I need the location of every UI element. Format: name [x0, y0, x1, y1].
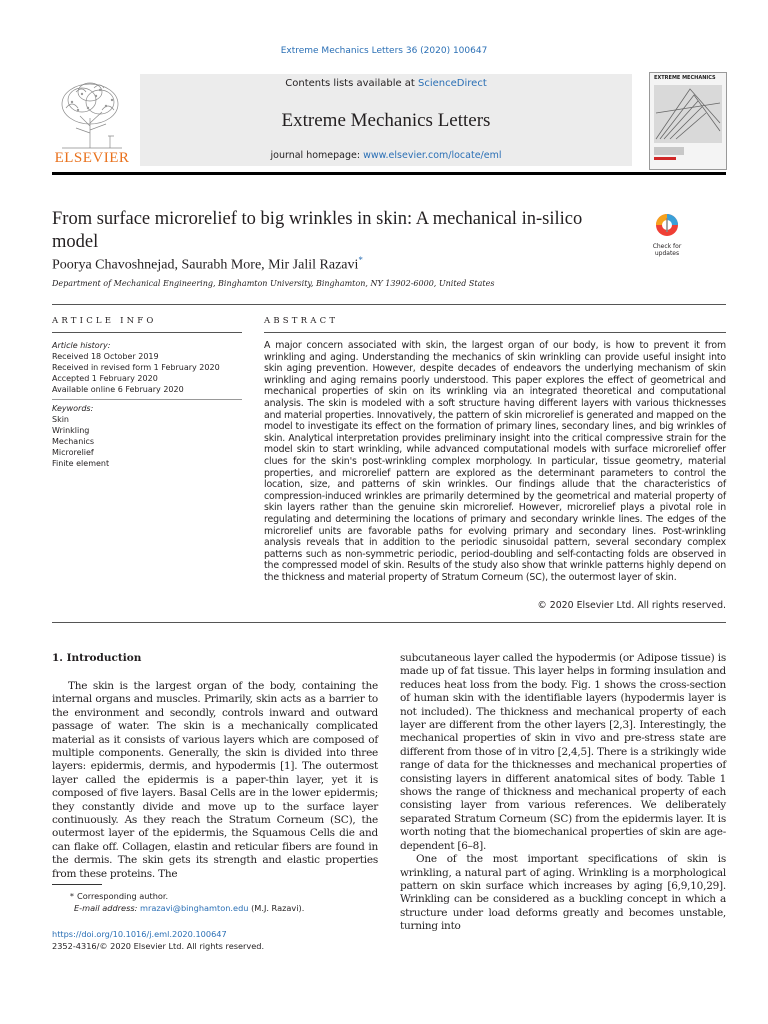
issn-line: 2352-4316/© 2020 Elsevier Ltd. All rights reserved.	[52, 941, 265, 951]
footnote	[52, 890, 304, 914]
history-item: Available online 6 February 2020	[52, 385, 184, 394]
keyword: Wrinkling	[52, 426, 90, 435]
history-item: Accepted 1 February 2020	[52, 374, 158, 383]
history-label: Article history:	[52, 341, 111, 350]
cover-image-icon	[650, 73, 726, 169]
info-divider	[52, 399, 242, 400]
abstract-divider	[52, 622, 726, 623]
elsevier-logo	[52, 78, 132, 168]
title-divider	[52, 304, 726, 305]
abstract-text: A major concern associated with skin, the largest organ of our body, is how to prevent it from wrinkling and aging. Understanding the mechanics of skin wrinkling can provide useful insight into skin aging prevention. However, despite decades of endeavors the underlying mechanism of skin wrinkling and aging remains poorly understood. This paper explores the effect of geometrical and mechanical properties of skin on its wrinkling via an integrated theoretical and computational analysis. The skin is modeled with a soft structure having different layers with various thicknesses and material properties. Innovatively, the pattern of skin microrelief is generated and mapped on the model to investigate its effect on the formation of primary lines, secondary lines, and big wrinkles of skin. Analytical interpretation provides preliminary insight into the critical compressive strain for the model skin to start wrinkling, while advanced computational models with surface microrelief offer clues for the skin's post-wrinkling complex morphology. In particular, tissue geometry, material properties, and microrelief pattern are explored as the determinant parameters to control the location, size, and patterns of skin wrinkles. Our findings allude that the characteristics of compression-induced wrinkles are primarily determined by the geometrical and material property of skin layers rather than the genuine skin microrelief. However, microrelief plays a pivotal role in regulating and determining the locations of primary and secondary wrinkle lines. The edges of the microrelief units are favorable paths for evolving primary and secondary lines. Post-wrinkling analysis reveals that in addition to the periodic sinusoidal pattern, several secondary complex patterns such as non-symmetric periodic, period-doubling and self-contacting folds are observed in the compressed model of skin. Results of the study also show that wrinkle patterns highly depend on the thickness and material property of Stratum Corneum (SC), the outermost layer of skin.	[264, 340, 726, 583]
keyword: Finite element	[52, 459, 110, 468]
journal-banner	[140, 74, 632, 166]
journal-name: Extreme Mechanics Letters	[281, 110, 491, 131]
footnote-rule	[52, 884, 102, 885]
email-label: E-mail address:	[74, 903, 138, 913]
cover-title: EXTREME MECHANICS	[654, 75, 716, 81]
elsevier-wordmark: ELSEVIER	[54, 150, 130, 166]
author-list: Poorya Chavoshnejad, Saurabh More, Mir Jalil Razavi*	[52, 255, 363, 273]
journal-reference[interactable]: Extreme Mechanics Letters 36 (2020) 100647	[280, 46, 488, 56]
crossmark-label: Check for updates	[652, 243, 682, 257]
doi-block	[52, 928, 264, 952]
section-heading-introduction: 1. Introduction	[52, 652, 142, 664]
intro-left-column	[52, 680, 378, 881]
article-title: From surface microrelief to big wrinkles in skin: A mechanical in-silico model	[52, 209, 583, 252]
affiliation: Department of Mechanical Engineering, Binghamton University, Binghamton, NY 13902-6000, United States	[52, 279, 495, 288]
tree-icon	[52, 78, 132, 150]
article-info-heading: ARTICLE INFO	[52, 316, 157, 326]
keywords-label: Keywords:	[52, 404, 94, 413]
intro-paragraph: The skin is the largest organ of the body, containing the internal organs and muscles. Primarily, skin acts as a barrier to the environment and secondly, controls inward and outward passage of water. The skin is a mechanically complicated material as it consists of various layers which are composed of multiple components. Generally, the skin is divided into three layers: epidermis, dermis, and hypodermis [1]. The outermost layer called the epidermis is a paper-thin layer, yet it is composed of five layers. Basal Cells are in the lower epidermis; they constantly divide and move up to the surface layer continuously. As they reach the Stratum Corneum (SC), the outermost layer of the epidermis, the Squamous Cells die and can flake off. Collagen, elastin and reticular fibers are found in the dermis. The skin gets its strength and elastic properties from these proteins. The	[52, 680, 378, 880]
homepage-line: journal homepage: www.elsevier.com/locate/eml	[270, 150, 502, 161]
abstract-heading: ABSTRACT	[264, 316, 339, 326]
keyword: Mechanics	[52, 437, 95, 446]
keyword: Skin	[52, 415, 70, 424]
footnote-mark: *	[69, 891, 74, 901]
email-link[interactable]: mrazavi@binghamton.edu	[140, 903, 249, 913]
history-item: Received 18 October 2019	[52, 352, 159, 361]
intro-right-column	[400, 652, 726, 934]
intro-paragraph: subcutaneous layer called the hypodermis (or Adipose tissue) is made up of fat tissue. This layer helps in forming insulation and reduces heat loss from the body. Fig. 1 shows the cross-section of human skin with the identifiable layers (hypodermis layer is not included). The thickness and mechanical property of each layer are different from the other layers [2,3]. Interestingly, the mechanical properties of skin in vivo and pre-stress state are different from those of in vitro [2,4,5]. There is a strikingly wide range of data for the thicknesses and mechanical properties of consisting layers in different anatomical sites of body. Table 1 shows the range of thickness and mechanical property of each consisting layer from various references. We deliberately separated Stratum Corneum (SC) from the epidermis layer. It is worth noting that the biomechanical properties of skin are age-dependent [6–8].	[400, 652, 726, 852]
keyword: Microrelief	[52, 448, 94, 457]
email-suffix: (M.J. Razavi).	[251, 903, 305, 913]
crossmark-badge[interactable]	[648, 212, 686, 257]
history-item: Received in revised form 1 February 2020	[52, 363, 220, 372]
article-info	[52, 340, 242, 469]
contents-line: Contents lists available at ScienceDirect	[285, 78, 487, 89]
intro-paragraph: One of the most important specifications of skin is wrinkling, a natural part of aging. Wrinkling is a morphological pattern on skin surface which increases by aging [6,9,10,29]. Wrinkling can be considered as a buckling concept in which a structure under load deforms greatly and becomes unstable, turning into	[400, 853, 726, 933]
crossmark-icon	[648, 212, 686, 238]
doi-link[interactable]: https://doi.org/10.1016/j.eml.2020.100647	[52, 929, 227, 939]
info-heading-rule	[52, 332, 242, 333]
homepage-link[interactable]: www.elsevier.com/locate/eml	[363, 150, 502, 161]
header-divider	[52, 172, 726, 175]
journal-cover[interactable]	[649, 72, 727, 170]
abstract-copyright: © 2020 Elsevier Ltd. All rights reserved.	[537, 600, 726, 611]
abstract-heading-rule	[264, 332, 726, 333]
corresponding-author-mark[interactable]: *	[358, 255, 363, 265]
sciencedirect-link[interactable]: ScienceDirect	[418, 78, 487, 89]
footnote-corresponding: Corresponding author.	[77, 891, 169, 901]
